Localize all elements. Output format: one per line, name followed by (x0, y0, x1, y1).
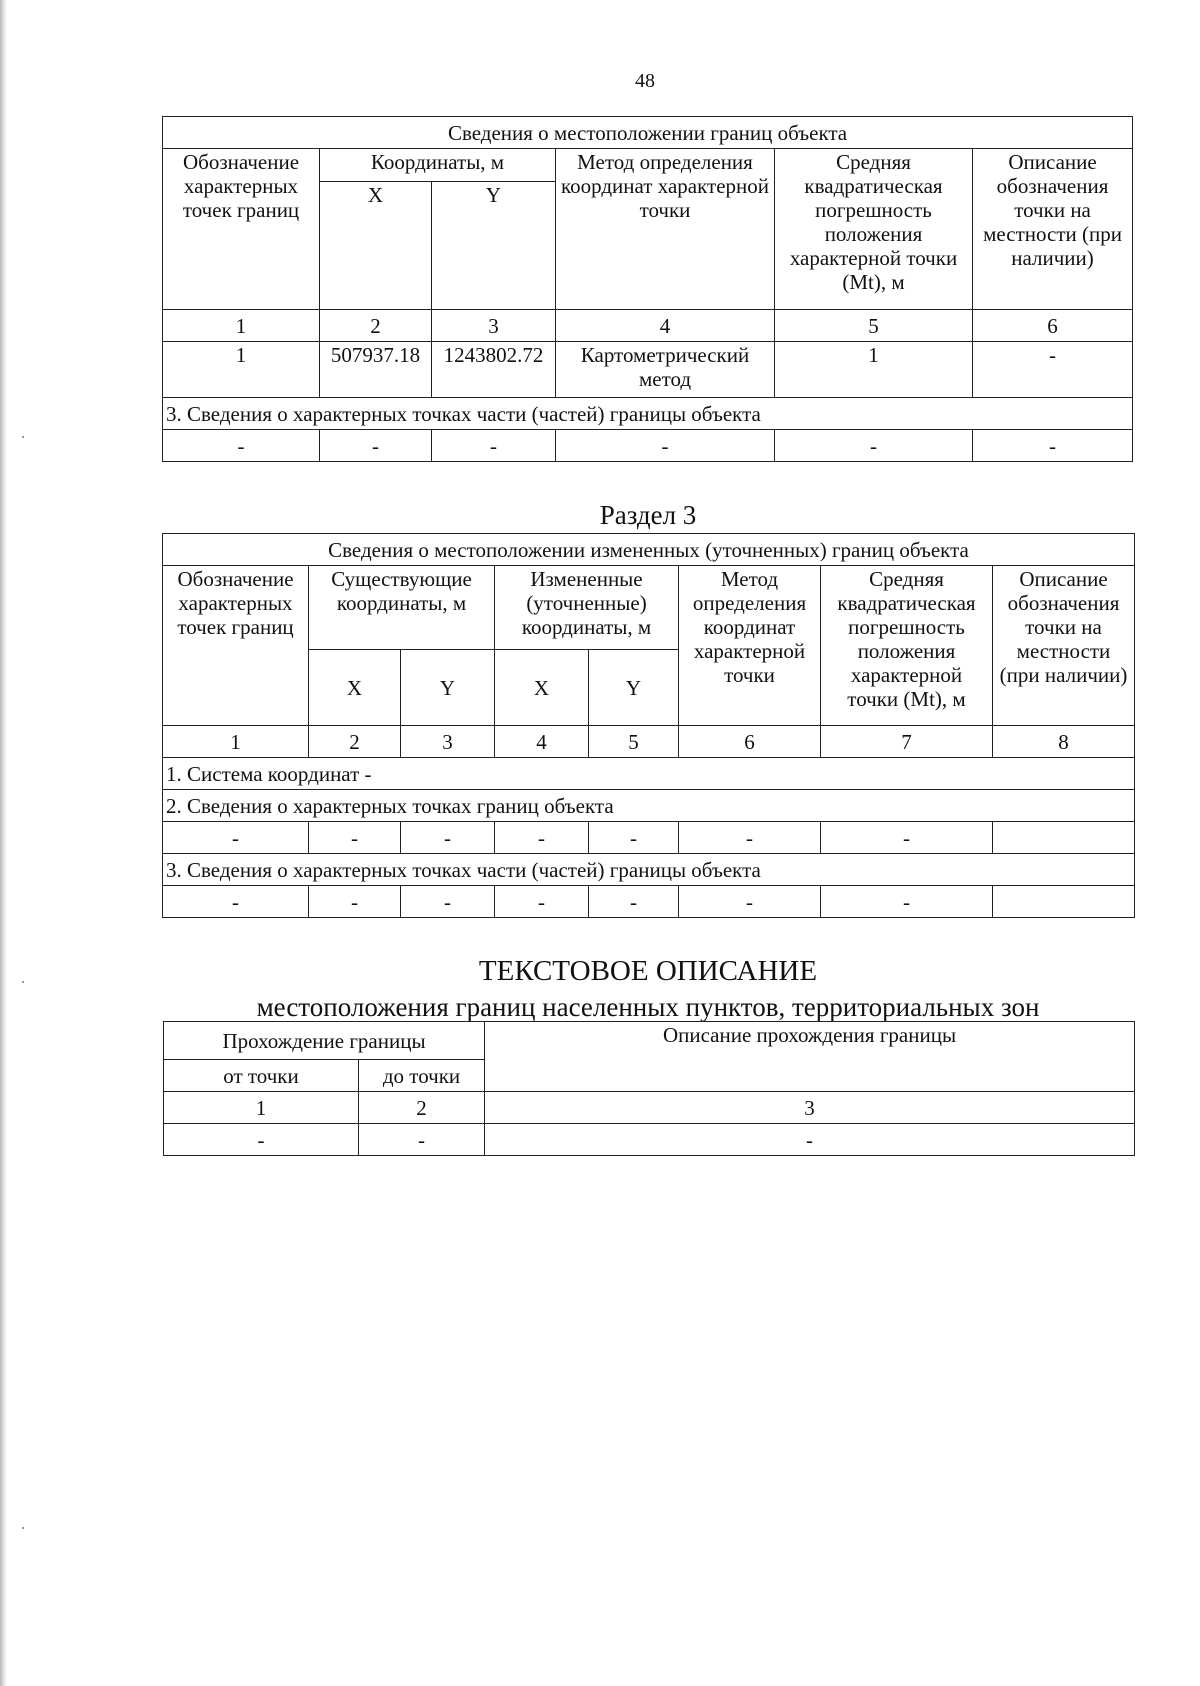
table-caption: Сведения о местоположении границ объекта (163, 117, 1133, 149)
subsection-title: 1. Система координат - (163, 758, 1135, 790)
table-cell: - (495, 822, 589, 854)
table-cell: - (495, 886, 589, 918)
header-y: Y (432, 182, 556, 310)
header-point: Обозначение характерных точек границ (163, 566, 309, 726)
column-number: 7 (821, 726, 993, 758)
header-error: Средняя квадратическая погрешность положения характерной точки (Mt), м (821, 566, 993, 726)
column-number: 4 (495, 726, 589, 758)
table-cell: 1 (163, 342, 320, 398)
header-description: Описание обозначения точки на местности (при наличии) (973, 149, 1133, 310)
table-cell: - (163, 822, 309, 854)
boundary-passage-table (163, 1021, 1135, 1156)
column-number: 5 (589, 726, 679, 758)
table-cell: - (401, 886, 495, 918)
scan-speck (22, 436, 24, 438)
column-number: 6 (973, 310, 1133, 342)
table-cell: - (679, 886, 821, 918)
header-point: Обозначение характерных точек границ (163, 149, 320, 310)
header-passage-description: Описание прохождения границы (485, 1022, 1135, 1092)
subsection-title: 3. Сведения о характерных точках части (частей) границы объекта (163, 398, 1133, 430)
table-cell: - (309, 822, 401, 854)
header-x: X (320, 182, 432, 310)
table-cell: - (320, 430, 432, 462)
table-cell: - (163, 430, 320, 462)
subsection-title: 2. Сведения о характерных точках границ объекта (163, 790, 1135, 822)
header-y: Y (401, 650, 495, 726)
header-method: Метод определения координат характерной точки (679, 566, 821, 726)
header-description: Описание обозначения точки на местности (при наличии) (993, 566, 1135, 726)
table-caption: Сведения о местоположении измененных (уточненных) границ объекта (163, 534, 1135, 566)
header-coordinates: Координаты, м (320, 149, 556, 182)
table-cell: - (589, 886, 679, 918)
table-cell: - (589, 822, 679, 854)
text-description-subtitle: местоположения границ населенных пунктов, территориальных зон (256, 992, 1040, 1022)
table-cell: Картометрический метод (556, 342, 775, 398)
table-cell: - (821, 886, 993, 918)
column-number: 2 (359, 1092, 485, 1124)
column-number: 2 (309, 726, 401, 758)
table-cell: - (401, 822, 495, 854)
boundary-location-table (162, 116, 1133, 462)
table-cell: - (432, 430, 556, 462)
column-number: 1 (164, 1092, 359, 1124)
header-from-point: от точки (164, 1060, 359, 1092)
column-number: 6 (679, 726, 821, 758)
column-number: 3 (401, 726, 495, 758)
table-cell: - (679, 822, 821, 854)
page-number: 48 (635, 70, 655, 92)
table-cell: 1243802.72 (432, 342, 556, 398)
column-number: 1 (163, 310, 320, 342)
table-cell (993, 886, 1135, 918)
table-cell: - (775, 430, 973, 462)
table-cell: - (556, 430, 775, 462)
column-number: 5 (775, 310, 973, 342)
column-number: 4 (556, 310, 775, 342)
column-number: 2 (320, 310, 432, 342)
table-cell: - (821, 822, 993, 854)
column-number: 8 (993, 726, 1135, 758)
header-error: Средняя квадратическая погрешность положения характерной точки (Mt), м (775, 149, 973, 310)
table-cell: - (163, 886, 309, 918)
table-cell: 1 (775, 342, 973, 398)
header-y: Y (589, 650, 679, 726)
column-number: 3 (485, 1092, 1135, 1124)
section-heading: Раздел 3 (599, 500, 697, 530)
header-x: X (495, 650, 589, 726)
header-existing-coordinates: Существующие координаты, м (309, 566, 495, 650)
changed-boundary-table (162, 533, 1135, 918)
subsection-title: 3. Сведения о характерных точках части (частей) границы объекта (163, 854, 1135, 886)
table-cell: - (973, 430, 1133, 462)
header-to-point: до точки (359, 1060, 485, 1092)
header-passage: Прохождение границы (164, 1022, 485, 1060)
table-cell (993, 822, 1135, 854)
scan-speck (22, 1527, 24, 1529)
text-description-title: ТЕКСТОВОЕ ОПИСАНИЕ (478, 955, 818, 987)
column-number: 3 (432, 310, 556, 342)
table-cell: - (359, 1124, 485, 1156)
scan-edge (0, 0, 7, 1686)
header-x: X (309, 650, 401, 726)
table-cell: - (309, 886, 401, 918)
scan-speck (22, 981, 24, 983)
table-cell: - (973, 342, 1133, 398)
header-method: Метод определения координат характерной точки (556, 149, 775, 310)
column-number: 1 (163, 726, 309, 758)
table-cell: 507937.18 (320, 342, 432, 398)
header-changed-coordinates: Измененные (уточненные) координаты, м (495, 566, 679, 650)
table-cell: - (164, 1124, 359, 1156)
table-cell: - (485, 1124, 1135, 1156)
